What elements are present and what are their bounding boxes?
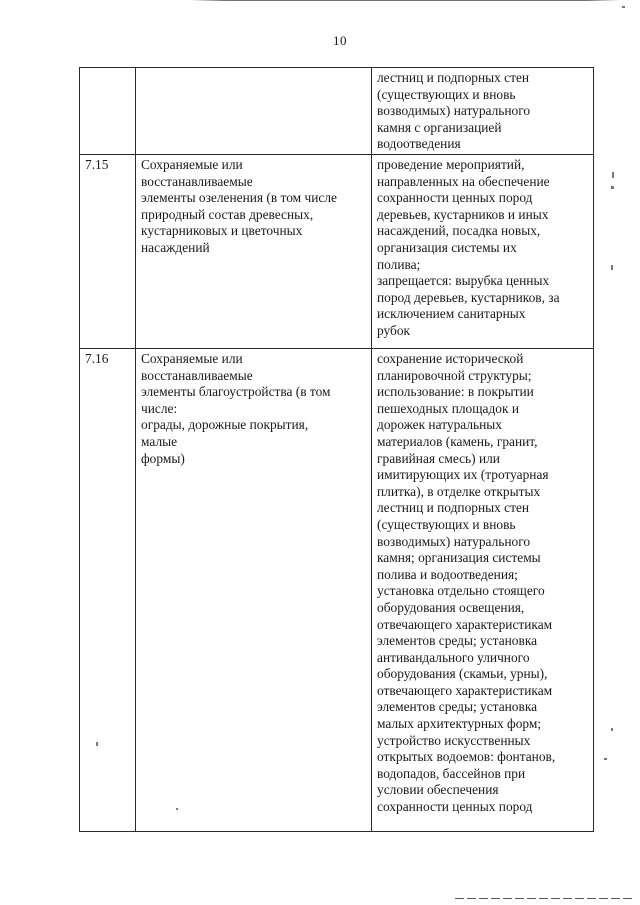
- scan-top-edge: [190, 0, 620, 1]
- text-line: гравийная смесь) или: [377, 450, 500, 466]
- text-line: Сохраняемые или: [141, 351, 243, 366]
- scan-speck: [622, 6, 625, 8]
- text-line: малые: [141, 433, 178, 449]
- text-line: сохранение исторической: [377, 351, 524, 366]
- text-line: антивандального уличного: [377, 649, 530, 665]
- table-row-7-16: [80, 349, 594, 832]
- text-line: водопадов, бассейнов при: [377, 765, 526, 781]
- text-line: установка отдельно стоящего: [377, 583, 545, 599]
- object-cell: [136, 349, 372, 832]
- text-line: имитирующих их (тротуарная: [377, 467, 549, 483]
- text-line: возводимых) натурального: [377, 103, 531, 119]
- item-number: 7.15: [85, 157, 109, 172]
- requirements-cell: [372, 155, 594, 349]
- text-line: кустарниковых и цветочных: [141, 223, 303, 239]
- text-line: исключением санитарных: [377, 306, 526, 322]
- text-line: восстанавливаемые: [141, 173, 253, 189]
- text-line: планировочной структуры;: [377, 367, 532, 383]
- text-line: (существующих и вновь: [377, 86, 516, 102]
- text-line: (существующих и вновь: [377, 516, 516, 532]
- text-line: насаждений, посадка новых,: [377, 223, 541, 239]
- text-line: камня с организацией: [377, 119, 502, 135]
- text-line: открытых водоемов: фонтанов,: [377, 749, 556, 765]
- text-line: отвечающего характеристикам: [377, 682, 553, 698]
- scan-speck: [612, 172, 614, 178]
- item-number-cell: [80, 349, 136, 832]
- text-line: числе:: [141, 400, 178, 416]
- text-line: возводимых) натурального: [377, 533, 531, 549]
- item-number: 7.16: [85, 351, 109, 366]
- requirements-cell: [372, 349, 594, 832]
- requirements-cell: [372, 68, 594, 155]
- scan-bottom-edge: [455, 898, 635, 899]
- table-body: [80, 68, 594, 832]
- table-row-continued: [80, 68, 594, 155]
- scan-speck: [611, 265, 613, 270]
- text-line: природный состав древесных,: [141, 206, 314, 222]
- item-number-cell: [80, 68, 136, 155]
- text-line: насаждений: [141, 239, 210, 255]
- text-line: полива и водоотведения;: [377, 566, 518, 582]
- scan-speck: [611, 186, 614, 189]
- text-line: камня; организация системы: [377, 550, 541, 566]
- table-row-7-15: [80, 155, 594, 349]
- text-line: дорожек натуральных: [377, 417, 502, 433]
- text-line: элементы благоустройства (в том: [141, 384, 331, 400]
- scan-speck: [604, 758, 607, 760]
- text-line: элементов среды; установка: [377, 699, 538, 715]
- text-line: ограды, дорожные покрытия,: [141, 417, 309, 433]
- text-line: организация системы их: [377, 239, 517, 255]
- text-line: водоотведения: [377, 136, 461, 152]
- regulations-table: [79, 67, 594, 832]
- object-cell: [136, 68, 372, 155]
- text-line: пород деревьев, кустарников, за: [377, 289, 560, 305]
- text-line: материалов (камень, гранит,: [377, 433, 538, 449]
- text-line: оборудования освещения,: [377, 599, 525, 615]
- object-cell: [136, 155, 372, 349]
- text-line: оборудования (скамьи, урны),: [377, 666, 548, 682]
- text-line: пешеходных площадок и: [377, 400, 520, 416]
- text-line: использование: в покрытии: [377, 384, 534, 400]
- text-line: лестниц и подпорных стен: [377, 70, 530, 85]
- text-line: плитка), в отделке открытых: [377, 483, 541, 499]
- text-line: рубок: [377, 322, 411, 338]
- text-line: сохранности ценных пород: [377, 799, 533, 815]
- text-line: отвечающего характеристикам: [377, 616, 553, 632]
- page-number: 10: [333, 33, 347, 48]
- text-line: проведение мероприятий,: [377, 157, 525, 172]
- scan-speck: [611, 728, 613, 731]
- text-line: элементов среды; установка: [377, 633, 538, 649]
- text-line: лестниц и подпорных стен: [377, 500, 530, 516]
- text-line: устройство искусственных: [377, 732, 531, 748]
- text-line: сохранности ценных пород: [377, 190, 533, 206]
- item-number-cell: [80, 155, 136, 349]
- text-line: условии обеспечения: [377, 782, 499, 798]
- text-line: деревьев, кустарников и иных: [377, 206, 549, 222]
- text-line: запрещается: вырубка ценных: [377, 273, 550, 289]
- text-line: направленных на обеспечение: [377, 173, 550, 189]
- text-line: формы): [141, 450, 185, 466]
- text-line: восстанавливаемые: [141, 367, 253, 383]
- text-line: малых архитектурных форм;: [377, 716, 542, 732]
- text-line: элементы озеленения (в том числе: [141, 190, 337, 206]
- text-line: Сохраняемые или: [141, 157, 243, 172]
- text-line: полива;: [377, 256, 421, 272]
